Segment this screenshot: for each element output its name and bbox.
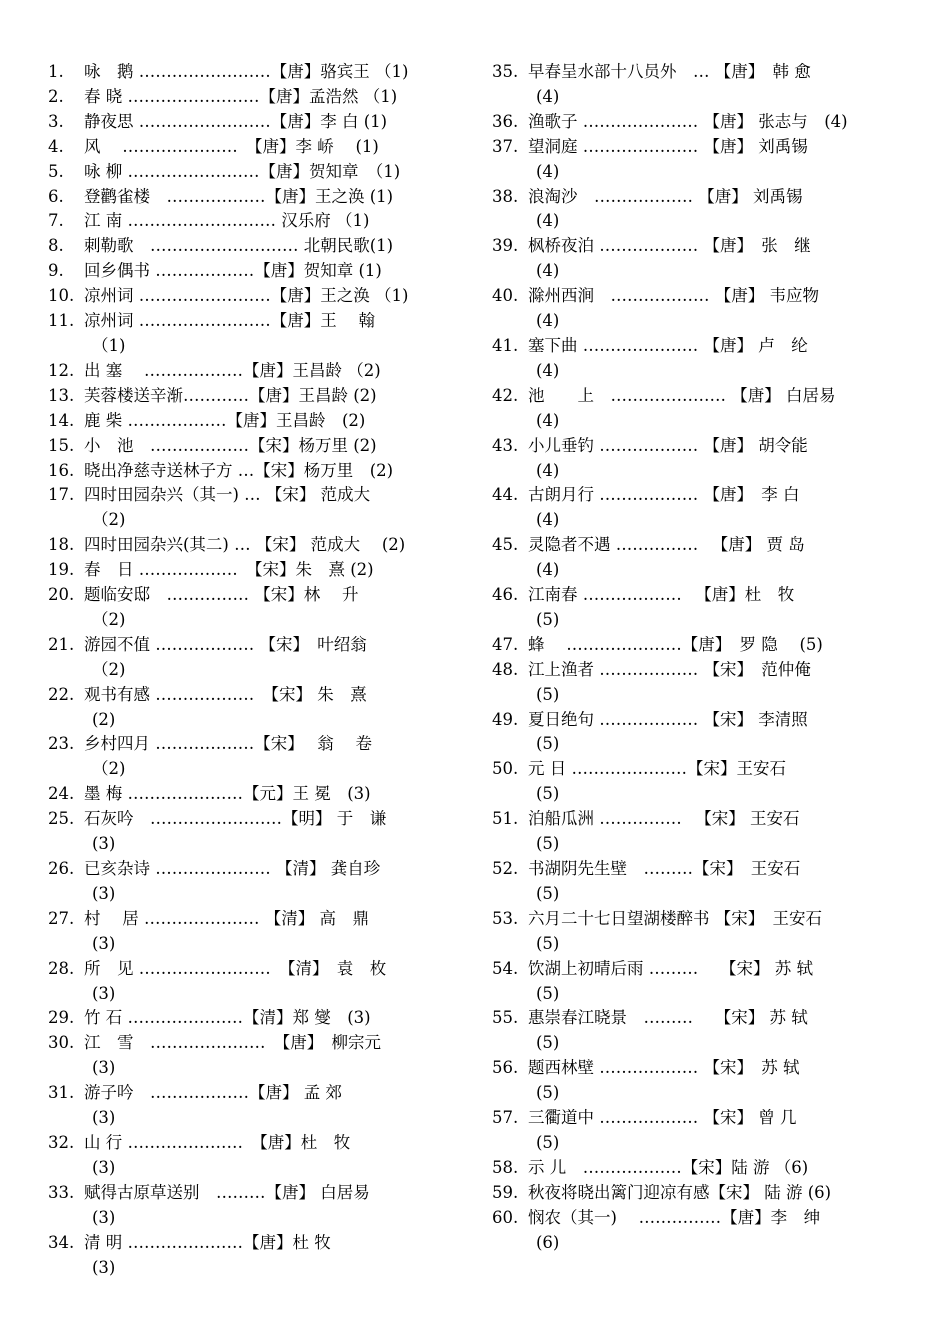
poem-number: 35.	[492, 62, 519, 81]
poem-list-item	[48, 384, 468, 409]
poem-page-ref: (5)	[536, 1033, 560, 1053]
poem-list-item	[48, 782, 468, 807]
poem-page-ref: (3)	[92, 883, 116, 903]
poem-page-ref: (3)	[92, 1108, 116, 1128]
poem-list-item	[492, 384, 902, 434]
poem-number: 40.	[492, 286, 519, 306]
poem-entry-text: 墨 梅 …………………【元】王 冕 (3)	[84, 784, 371, 804]
poem-page-ref: (5)	[536, 834, 560, 854]
poem-entry-text: 悯农（其一) ……………【唐】李 绅	[528, 1207, 821, 1227]
poem-number: 12.	[48, 360, 75, 380]
poem-number: 11.	[48, 311, 75, 331]
poem-page-ref: (6)	[536, 1232, 560, 1252]
poem-page-ref: (4)	[536, 360, 560, 380]
poem-number: 14.	[48, 410, 75, 430]
poem-number: 37.	[492, 136, 519, 156]
poem-entry-text: 渔歌子 ………………… 【唐】 张志与 (4)	[528, 111, 848, 131]
poem-page-ref: (4)	[536, 261, 560, 281]
poem-page-ref: (3)	[92, 1157, 116, 1177]
poem-list-item	[492, 658, 902, 708]
poem-page-ref: (4)	[536, 510, 560, 530]
poem-entry-text: 示 儿 ………………【宋】陆 游 （6)	[528, 1157, 809, 1177]
poem-list-item	[48, 1006, 468, 1031]
poem-list-item	[48, 434, 468, 459]
poem-entry-text: 三衢道中 ……………… 【宋】 曾 几	[528, 1108, 797, 1128]
poem-entry-text: 惠崇春江晓景 ……… 【宋】 苏 轼	[528, 1008, 808, 1028]
poem-entry-text: 题临安邸 …………… 【宋】林 升	[84, 585, 359, 605]
poem-entry-text: 芙蓉楼送辛渐…………【唐】王昌龄 (2)	[84, 385, 377, 405]
poem-page-ref: (5)	[536, 684, 560, 704]
poem-list-item	[48, 1131, 468, 1181]
poem-entry-text: 凉州词 ……………………【唐】王 翰	[84, 311, 375, 331]
poem-page-ref: (3)	[92, 983, 116, 1003]
poem-number: 30.	[48, 1033, 75, 1053]
poem-number: 56.	[492, 1058, 519, 1078]
poem-list-item	[492, 60, 902, 110]
poem-number: 25.	[48, 809, 75, 829]
poem-entry-text: 竹 石 …………………【清】郑 燮 (3)	[84, 1008, 371, 1028]
poem-page-ref: (4)	[536, 211, 560, 231]
poem-number: 46.	[492, 585, 519, 605]
poem-number: 55.	[492, 1008, 519, 1028]
poem-entry-text: 咏 鹅 ……………………【唐】骆宾王 （1)	[84, 62, 409, 81]
poem-number: 4.	[48, 136, 64, 156]
poem-number: 6.	[48, 186, 64, 206]
poem-list-item	[48, 60, 468, 85]
poem-list-item	[48, 857, 468, 907]
poem-number: 24.	[48, 784, 75, 804]
poem-entry-text: 登鹳雀楼 ………………【唐】王之涣 (1)	[84, 186, 394, 206]
poem-entry-text: 四时田园杂兴(其二) … 【宋】 范成大 (2)	[84, 535, 406, 555]
poem-number: 19.	[48, 560, 75, 580]
poem-list-item	[48, 85, 468, 110]
poem-number: 16.	[48, 460, 75, 480]
poem-number: 20.	[48, 585, 75, 605]
poem-number: 7.	[48, 211, 64, 231]
poem-number: 23.	[48, 734, 75, 754]
poem-list-item	[48, 907, 468, 957]
poem-entry-text: 江南春 ……………… 【唐】杜 牧	[528, 585, 795, 605]
poem-list-item	[48, 185, 468, 210]
poem-page-ref: （1)	[92, 335, 126, 355]
poem-list-item	[48, 583, 468, 633]
poem-page-ref: (5)	[536, 1083, 560, 1103]
poem-number: 59.	[492, 1182, 519, 1202]
poem-list-item	[492, 583, 902, 633]
poem-entry-text: 枫桥夜泊 ……………… 【唐】 张 继	[528, 236, 811, 256]
poem-number: 18.	[48, 535, 75, 555]
poem-page-ref: (2)	[92, 709, 116, 729]
poem-page-ref: (4)	[536, 460, 560, 480]
poem-list-item	[48, 209, 468, 234]
poem-entry-text: 乡村四月 ………………【宋】 翁 卷	[84, 734, 372, 754]
poem-list-item	[48, 1031, 468, 1081]
poem-number: 3.	[48, 111, 64, 131]
poem-entry-text: 小儿垂钓 ……………… 【唐】 胡令能	[528, 435, 808, 455]
poem-list-item	[48, 110, 468, 135]
poem-number: 44.	[492, 485, 519, 505]
poem-entry-text: 山 行 ………………… 【唐】杜 牧	[84, 1132, 351, 1152]
poem-entry-text: 小 池 ………………【宋】杨万里 (2)	[84, 435, 377, 455]
poem-list-item	[492, 1156, 902, 1181]
poem-entry-text: 灵隐者不遇 …………… 【唐】 贾 岛	[528, 535, 805, 555]
poem-number: 49.	[492, 709, 519, 729]
poem-entry-text: 六月二十七日望湖楼醉书 【宋】 王安石	[528, 908, 822, 928]
poem-entry-text: 古朗月行 ……………… 【唐】 李 白	[528, 485, 800, 505]
poem-list-item	[48, 533, 468, 558]
poem-entry-text: 风 ………………… 【唐】李 峤 (1)	[84, 136, 379, 156]
poem-number: 8.	[48, 236, 64, 256]
poem-list-item	[48, 160, 468, 185]
poem-page-ref: (5)	[536, 1132, 560, 1152]
poem-entry-text: 观书有感 ……………… 【宋】 朱 熹	[84, 684, 367, 704]
poem-entry-text: 静夜思 ……………………【唐】李 白 (1)	[84, 111, 388, 131]
poem-entry-text: 望洞庭 ………………… 【唐】 刘禹锡	[528, 136, 808, 156]
poem-list-item	[48, 359, 468, 384]
poem-entry-text: 清 明 …………………【唐】杜 牧	[84, 1232, 331, 1252]
poem-number: 47.	[492, 634, 519, 654]
poem-list-item	[48, 284, 468, 309]
poem-number: 57.	[492, 1108, 519, 1128]
poem-page-ref: (5)	[536, 933, 560, 953]
poem-number: 27.	[48, 908, 75, 928]
poem-list-item	[48, 409, 468, 434]
poem-entry-text: 元 日 …………………【宋】王安石	[528, 759, 786, 779]
poem-entry-text: 游园不值 ……………… 【宋】 叶绍翁	[84, 634, 367, 654]
poem-list-item	[48, 234, 468, 259]
poem-entry-text: 出 塞 ………………【唐】王昌龄 （2)	[84, 360, 381, 380]
poem-number: 31.	[48, 1083, 75, 1103]
poem-entry-text: 蜂 …………………【唐】 罗 隐 (5)	[528, 634, 823, 654]
poem-list-item	[48, 309, 468, 359]
poem-number: 51.	[492, 809, 519, 829]
poem-number: 15.	[48, 435, 75, 455]
poem-list-left-column	[48, 60, 468, 1280]
poem-entry-text: 凉州词 ……………………【唐】王之涣 （1)	[84, 286, 409, 306]
poem-list-item	[48, 259, 468, 284]
poem-number: 50.	[492, 759, 519, 779]
poem-list-item	[492, 434, 902, 484]
poem-list-item	[492, 135, 902, 185]
poem-list-item	[48, 633, 468, 683]
poem-number: 41.	[492, 335, 519, 355]
poem-page-ref: (3)	[92, 1207, 116, 1227]
poem-page-ref: (3)	[92, 1058, 116, 1078]
poem-entry-text: 石灰吟 ……………………【明】 于 谦	[84, 809, 387, 829]
poem-entry-text: 刺勒歌 ……………………… 北朝民歌(1)	[84, 236, 394, 256]
poem-list-right-column	[492, 60, 902, 1256]
poem-list-item	[48, 1231, 468, 1281]
poem-page-ref: (5)	[536, 883, 560, 903]
poem-number: 21.	[48, 634, 75, 654]
poem-list-item	[492, 1006, 902, 1056]
poem-entry-text: 已亥杂诗 ………………… 【清】 龚自珍	[84, 859, 381, 878]
poem-number: 17.	[48, 485, 75, 505]
poem-page-ref: (5)	[536, 784, 560, 804]
poem-number: 2.	[48, 86, 64, 106]
poem-entry-text: 江 雪 ………………… 【唐】 柳宗元	[84, 1033, 381, 1053]
poem-number: 13.	[48, 385, 75, 405]
poem-number: 48.	[492, 659, 519, 679]
poem-entry-text: 村 居 ………………… 【清】 高 鼎	[84, 908, 369, 928]
poem-page-ref: (4)	[536, 410, 560, 430]
poem-page-ref: (5)	[536, 734, 560, 754]
poem-number: 53.	[492, 908, 519, 928]
poem-number: 39.	[492, 236, 519, 256]
poem-number: 38.	[492, 186, 519, 206]
poem-page-ref: （2)	[92, 510, 126, 530]
poem-list-item	[492, 957, 902, 1007]
poem-page-ref: (5)	[536, 609, 560, 629]
poem-list-item	[492, 483, 902, 533]
poem-list-item	[492, 907, 902, 957]
poem-number: 45.	[492, 535, 519, 555]
poem-entry-text: 春 日 ……………… 【宋】朱 熹 (2)	[84, 560, 374, 580]
poem-number: 54.	[492, 958, 519, 978]
poem-number: 36.	[492, 111, 519, 131]
poem-number: 58.	[492, 1157, 519, 1177]
poem-entry-text: 所 见 …………………… 【清】 袁 枚	[84, 958, 387, 978]
poem-number: 28.	[48, 958, 75, 978]
poem-entry-text: 滁州西涧 ……………… 【唐】 韦应物	[528, 286, 819, 306]
poem-entry-text: 书湖阴先生壁 ………【宋】 王安石	[528, 859, 801, 878]
poem-number: 33.	[48, 1182, 75, 1202]
poem-page-ref: （2)	[92, 609, 126, 629]
poem-entry-text: 泊船瓜洲 …………… 【宋】 王安石	[528, 809, 800, 829]
poem-list-item	[492, 1206, 902, 1256]
poem-list-item	[492, 807, 902, 857]
poem-list-item	[48, 1081, 468, 1131]
poem-list-item	[48, 683, 468, 733]
poem-number: 22.	[48, 684, 75, 704]
poem-number: 5.	[48, 161, 64, 181]
poem-entry-text: 咏 柳 ……………………【唐】贺知章 （1)	[84, 161, 401, 181]
poem-entry-text: 江上渔者 ……………… 【宋】 范仲俺	[528, 659, 811, 679]
poem-list-item	[48, 558, 468, 583]
poem-list-item	[48, 483, 468, 533]
poem-list-item	[492, 1056, 902, 1106]
poem-list-item	[48, 459, 468, 484]
poem-number: 10.	[48, 286, 75, 306]
poem-entry-text: 晓出净慈寺送林子方 …【宋】杨万里 (2)	[84, 460, 394, 480]
poem-entry-text: 秋夜将晓出篱门迎凉有感【宋】 陆 游 (6)	[528, 1182, 832, 1202]
poem-entry-text: 回乡偶书 ………………【唐】贺知章 (1)	[84, 261, 382, 281]
poem-list-item	[492, 708, 902, 758]
poem-entry-text: 赋得古原草送别 ………【唐】 白居易	[84, 1182, 370, 1202]
poem-list-item	[48, 135, 468, 160]
poem-list-item	[492, 1106, 902, 1156]
poem-list-item	[492, 533, 902, 583]
poem-list-item	[492, 334, 902, 384]
poem-entry-text: 四时田园杂兴（其一) … 【宋】 范成大	[84, 485, 371, 505]
poem-list-item	[48, 807, 468, 857]
poem-number: 43.	[492, 435, 519, 455]
poem-page-ref: (3)	[92, 834, 116, 854]
poem-entry-text: 游子吟 ………………【唐】 孟 郊	[84, 1083, 342, 1103]
poem-entry-text: 夏日绝句 ……………… 【宋】 李清照	[528, 709, 808, 729]
poem-list-item	[492, 1181, 902, 1206]
poem-number: 32.	[48, 1132, 75, 1152]
poem-page-ref: (4)	[536, 311, 560, 331]
poem-list-item	[48, 957, 468, 1007]
poem-list-item	[492, 857, 902, 907]
poem-list-item	[492, 110, 902, 135]
poem-number: 60.	[492, 1207, 519, 1227]
poem-page-ref: (4)	[536, 560, 560, 580]
poem-number: 26.	[48, 859, 75, 878]
poem-entry-text: 池 上 ………………… 【唐】 白居易	[528, 385, 836, 405]
poem-entry-text: 春 晓 ……………………【唐】孟浩然 （1)	[84, 86, 398, 106]
poem-entry-text: 江 南 ……………………… 汉乐府 （1)	[84, 211, 370, 231]
poem-list-item	[492, 234, 902, 284]
poem-number: 9.	[48, 261, 64, 281]
poem-list-item	[492, 757, 902, 807]
poem-list-item	[48, 1181, 468, 1231]
poem-list-item	[48, 732, 468, 782]
poem-list-item	[492, 633, 902, 658]
poem-list-item	[492, 284, 902, 334]
poem-page-ref: (3)	[92, 1257, 116, 1277]
poem-number: 34.	[48, 1232, 75, 1252]
poem-entry-text: 饮湖上初晴后雨 ……… 【宋】 苏 轼	[528, 958, 813, 978]
poem-page-ref: (5)	[536, 983, 560, 1003]
poem-entry-text: 早春呈水部十八员外 … 【唐】 韩 愈	[528, 62, 811, 81]
poem-entry-text: 浪淘沙 ……………… 【唐】 刘禹锡	[528, 186, 803, 206]
poem-entry-text: 鹿 柴 ………………【唐】王昌龄 (2)	[84, 410, 366, 430]
poem-page-ref: (4)	[536, 86, 560, 106]
poem-list-item	[492, 185, 902, 235]
poem-number: 29.	[48, 1008, 75, 1028]
poem-number: 1.	[48, 62, 64, 81]
poem-page-ref: （2)	[92, 759, 126, 779]
poem-number: 52.	[492, 859, 519, 878]
poem-number: 42.	[492, 385, 519, 405]
poem-entry-text: 塞下曲 ………………… 【唐】 卢 纶	[528, 335, 808, 355]
poem-entry-text: 题西林壁 ……………… 【宋】 苏 轼	[528, 1058, 800, 1078]
poem-page-ref: (3)	[92, 933, 116, 953]
poem-page-ref: (4)	[536, 161, 560, 181]
poem-page-ref: （2)	[92, 659, 126, 679]
